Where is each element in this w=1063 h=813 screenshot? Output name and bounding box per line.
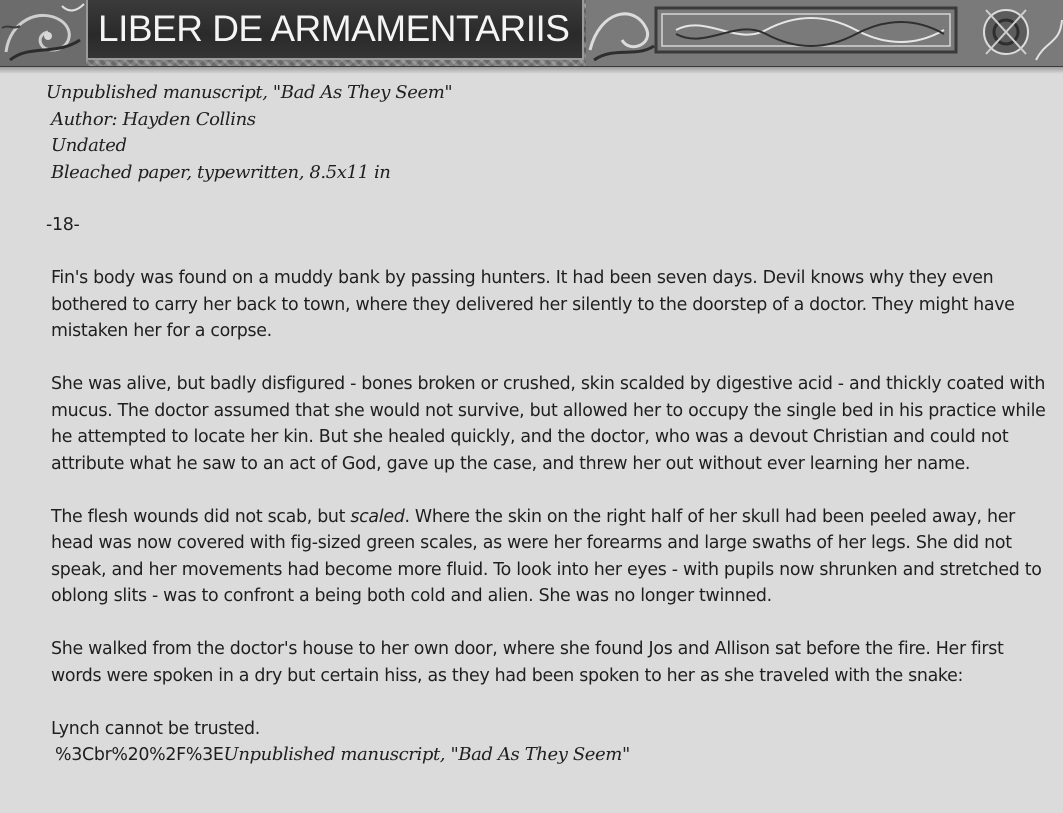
footer-line [46,742,1058,769]
paragraph-4: She walked from the doctor's house to her own door, where she found Jos and Allison sat before the fire. Her first words were spoken in a dry but certain hiss, as they had been spoken to her as she traveled with the snake: [51,639,1004,686]
manuscript-date: Undated [51,135,127,156]
paragraph-3-before: The flesh wounds did not scab, but [51,506,351,527]
manuscript-material: Bleached paper, typewritten, 8.5x11 in [51,161,391,183]
footer-manuscript-title: Unpublished manuscript, "Bad As They Seem" [223,744,630,765]
page-number: -18- [46,215,80,235]
scroll-ornament-icon [0,0,86,66]
manuscript-title: Unpublished manuscript, "Bad As They Seem" [46,82,453,103]
site-banner [0,0,1063,67]
paragraph-3-emphasis: scaled [350,506,405,527]
site-title[interactable]: LIBER DE ARMAMENTARIIS [98,8,570,49]
manuscript-content [46,80,1058,769]
paragraph-5: Lynch cannot be trusted. [51,718,260,739]
paragraph-1: Fin's body was found on a muddy bank by passing hunters. It had been seven days. Devil knows why they even bothered to carry her back to town, where they delivered her silently to the doorstep of a doctor. They might have mistaken her for a corpse. [51,268,1015,341]
paragraph-3 [46,504,1058,610]
encoded-break-text: %3Cbr%20%2F%3E [55,745,224,765]
manuscript-metadata [46,80,1058,186]
paragraph-2: She was alive, but badly disfigured - bones broken or crushed, skin scalded by digestive acid - and thickly coated with mucus. The doctor assumed that she would not survive, but allowed her to occupy the single bed in his practice while he attempted to locate her kin. But she healed quickly, and the doctor, who was a devout Christian and could not attribute what he saw to an act of God, gave up the case, and threw her out without ever learning her name. [51,374,1046,474]
title-plate [86,0,584,60]
filigree-ornament-icon [586,0,1063,66]
paragraph-3-after: . Where the skin on the right half of her skull had been peeled away, her head was now covered with fig-sized green scales, as were her forearms and large swaths of her legs. She did not speak, and her movements had become more fluid. To look into her eyes - with pupils now shrunken and stretched to oblong slits - was to confront a being both cold and alien. She was no longer twinned. [51,506,1042,606]
manuscript-author: Author: Hayden Collins [51,108,256,130]
